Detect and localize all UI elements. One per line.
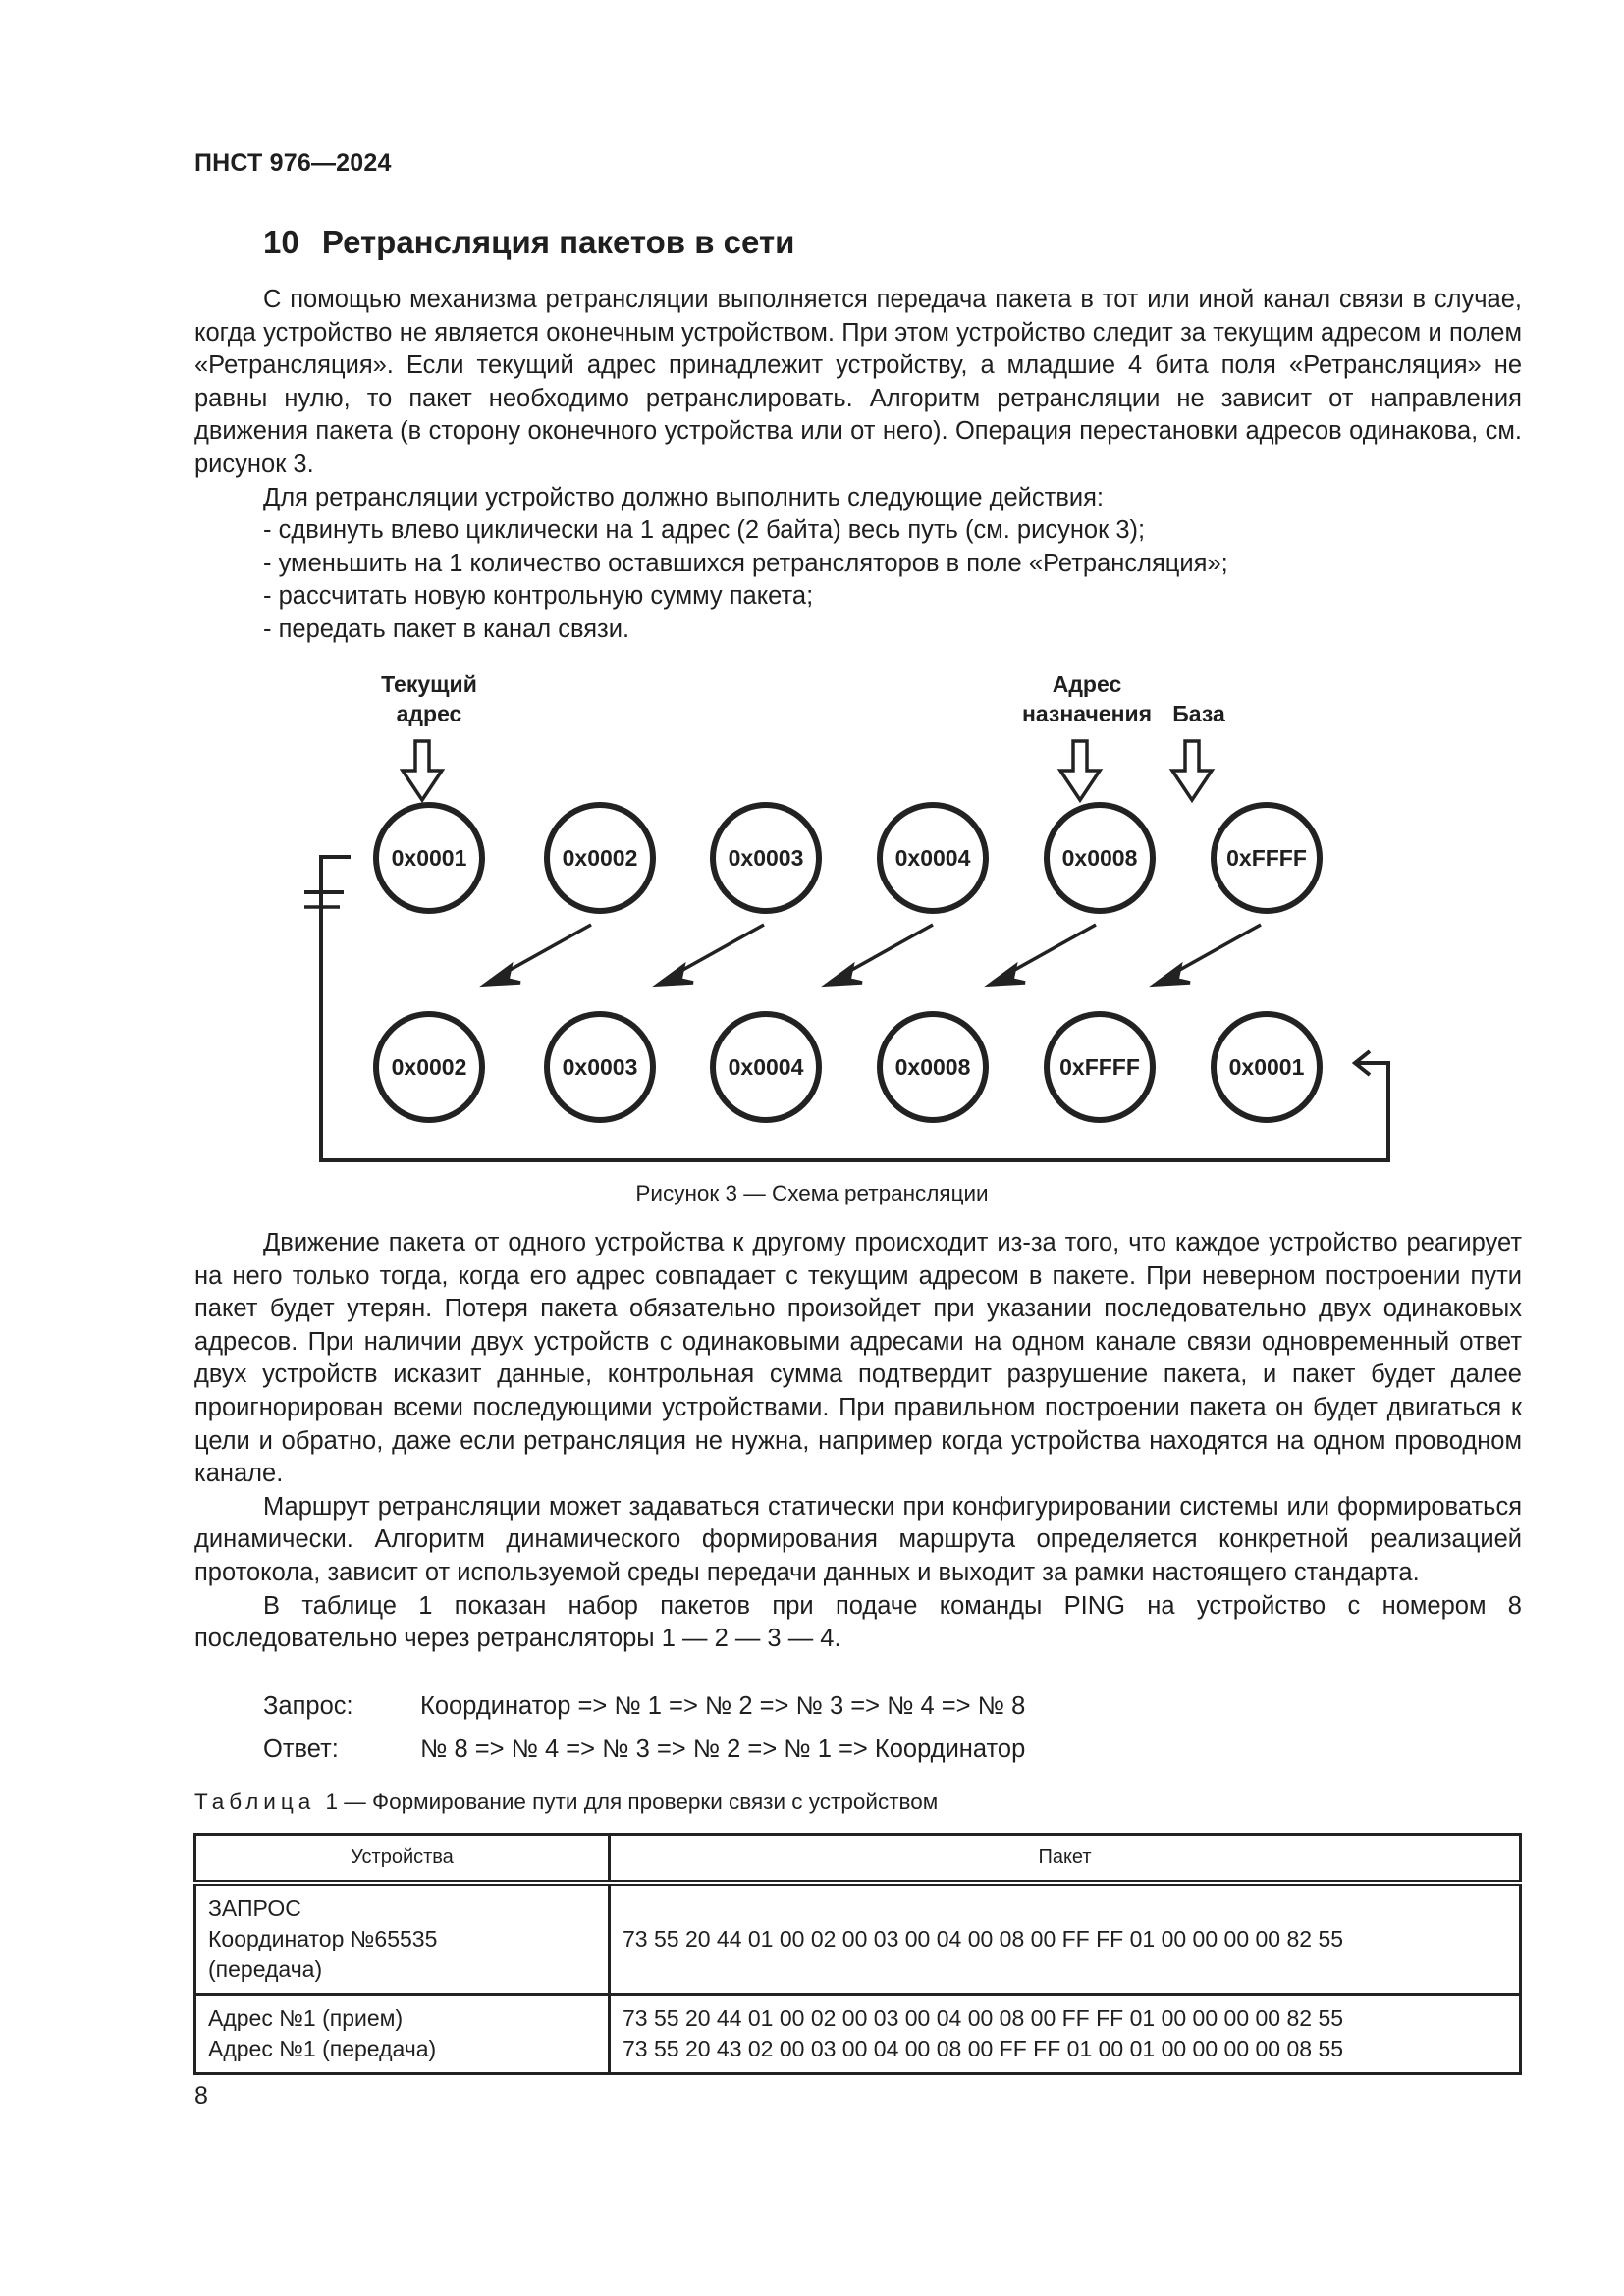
body-text	[194, 1227, 1522, 1656]
list-item: - рассчитать новую контрольную сумму пакета;	[263, 582, 814, 611]
table-caption	[194, 1789, 938, 1815]
address-node: 0xFFFF	[1211, 802, 1323, 914]
table-row	[195, 1995, 1521, 2074]
page-number: 8	[194, 2082, 208, 2109]
intro-text	[194, 284, 1522, 647]
packet-cell: 73 55 20 44 01 00 02 00 03 00 04 00 08 00 FF FF 01 00 00 00 00 82 55	[610, 1883, 1521, 1995]
address-node: 0x0004	[877, 802, 989, 914]
label-current-address: Текущий адрес	[381, 671, 477, 726]
diagram-lines	[0, 658, 1624, 1247]
table-caption-text: 1 — Формирование пути для проверки связи с устройством	[325, 1789, 939, 1814]
section-title: Ретрансляция пакетов в сети	[321, 224, 795, 260]
device-cell: ЗАПРОС Координатор №65535 (передача)	[195, 1883, 610, 1995]
address-node: 0x0002	[544, 802, 656, 914]
address-node: 0x0008	[1044, 802, 1156, 914]
label-base: База	[1172, 701, 1225, 726]
label-destination-address: Адрес назначения	[1021, 671, 1153, 726]
address-node: 0x0001	[373, 802, 485, 914]
response-path: № 8 => № 4 => № 3 => № 2 => № 1 => Координатор	[420, 1735, 1026, 1763]
paragraph: Движение пакета от одного устройства к другому происходит из-за того, что каждое устройство реагирует на него только тогда, когда его адрес совпадает с текущим адресом в пакете. При неверном построении пути пакет будет утерян. Потеря пакета обязательно произойдет при указании последовательно двух одинаковых адресов. При наличии двух устройств с одинаковыми адресами на одном канале связи одновременный ответ двух устройств исказит данные, контрольная сумма подтвердит разрушение пакета, и пакет будет далее проигнорирован всеми последующими устройствами. При правильном построении пакета он будет двигаться к цели и обратно, даже если ретрансляция не нужна, например когда устройства находятся на одном проводном канале.	[194, 1229, 1522, 1488]
address-node-shifted: 0x0003	[544, 1011, 656, 1123]
list-item: - передать пакет в канал связи.	[263, 614, 630, 643]
address-node-shifted: 0x0001	[1211, 1011, 1323, 1123]
column-header-packet: Пакет	[610, 1835, 1521, 1884]
figure-caption: Рисунок 3 — Схема ретрансляции	[635, 1181, 989, 1205]
table-row	[195, 1883, 1521, 1995]
list-item: - уменьшить на 1 количество оставшихся ретрансляторов в поле «Ретрансляция»;	[263, 549, 1228, 577]
table-header-row	[195, 1835, 1521, 1884]
paragraph: Для ретрансляции устройство должно выполнить следующие действия:	[263, 483, 1105, 511]
address-node-shifted: 0x0004	[710, 1011, 822, 1123]
section-number: 10	[263, 224, 299, 260]
table-caption-prefix: Таблица	[194, 1789, 316, 1814]
document-code: ПНСТ 976—2024	[194, 149, 392, 177]
list-item: - сдвинуть влево циклически на 1 адрес (2 байта) весь путь (см. рисунок 3);	[263, 516, 1146, 545]
retransmission-diagram	[304, 658, 1414, 1168]
packet-table	[193, 1833, 1522, 2075]
response-label: Ответ:	[263, 1735, 339, 1763]
address-node-shifted: 0x0002	[373, 1011, 485, 1123]
request-label: Запрос:	[263, 1692, 353, 1720]
paragraph: С помощью механизма ретрансляции выполняется передача пакета в тот или иной канал связи в случае, когда устройство не является оконечным устройством. При этом устройство следит за текущим адресом и полем «Ретрансляция». Если текущий адрес принадлежит устройству, а младшие 4 бита поля «Ретрансляция» не равны нулю, то пакет необходимо ретранслировать. Алгоритм ретрансляции не зависит от направления движения пакета (в сторону оконечного устройства или от него). Операция перестановки адресов одинакова, см. рисунок 3.	[194, 286, 1522, 478]
request-route	[263, 1692, 1025, 1721]
paragraph: В таблице 1 показан набор пакетов при подаче команды PING на устройство с номером 8 последовательно через ретрансляторы 1 — 2 — 3 — 4.	[194, 1591, 1522, 1653]
address-node-shifted: 0xFFFF	[1044, 1011, 1156, 1123]
response-route	[263, 1735, 1025, 1764]
request-path: Координатор => № 1 => № 2 => № 3 => № 4 => № 8	[420, 1692, 1026, 1720]
section-heading	[263, 224, 794, 261]
paragraph: Маршрут ретрансляции может задаваться статически при конфигурировании системы или формироваться динамически. Алгоритм динамического формирования маршрута определяется конкретной реализацией протокола, зависит от используемой среды передачи данных и выходит за рамки настоящего стандарта.	[194, 1492, 1522, 1586]
device-cell: Адрес №1 (прием) Адрес №1 (передача)	[195, 1995, 610, 2074]
packet-cell: 73 55 20 44 01 00 02 00 03 00 04 00 08 00 FF FF 01 00 00 00 00 82 55 73 55 20 43 02 00 03 00 04 00 08 00 FF FF 01 00 01 00 00 00 00 08 55	[610, 1995, 1521, 2074]
column-header-devices: Устройства	[195, 1835, 610, 1884]
address-node-shifted: 0x0008	[877, 1011, 989, 1123]
address-node: 0x0003	[710, 802, 822, 914]
